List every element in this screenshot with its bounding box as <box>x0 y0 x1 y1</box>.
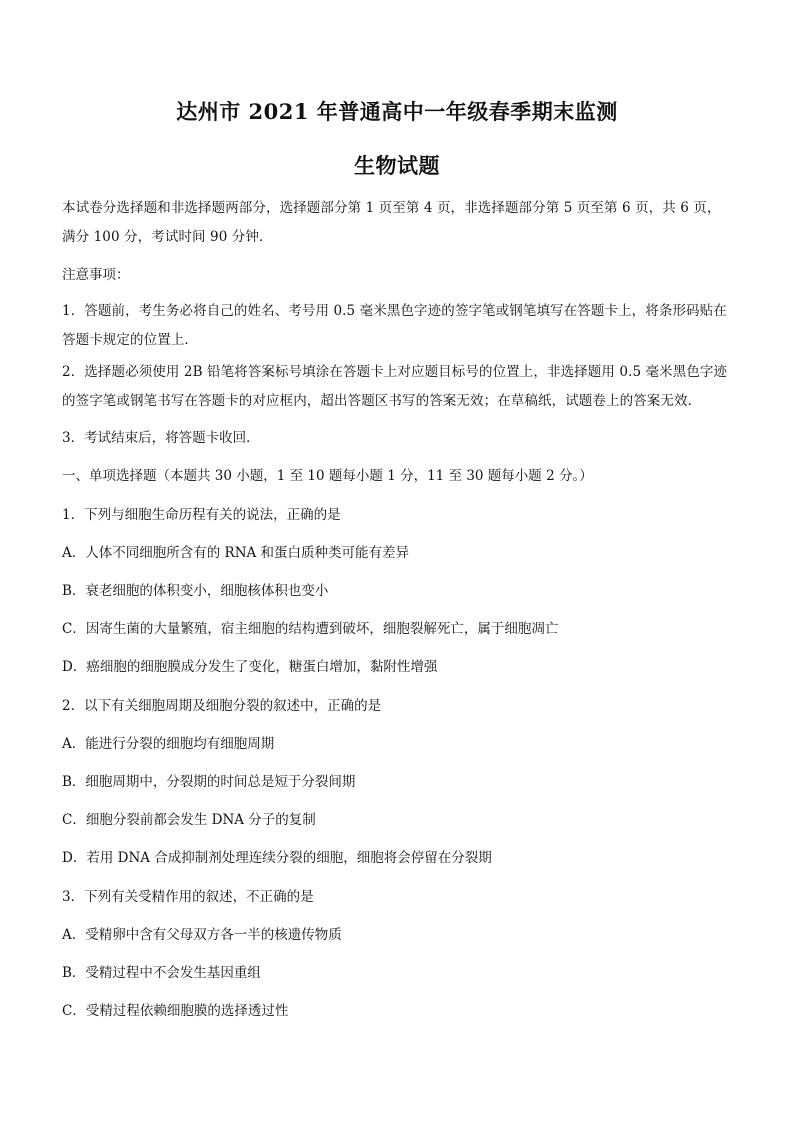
question-1-option-b: B．衰老细胞的体积变小，细胞核体积也变小 <box>62 583 329 599</box>
question-1-option-d: D．癌细胞的细胞膜成分发生了变化，糖蛋白增加，黏附性增强 <box>62 659 438 675</box>
question-2-option-a: A．能进行分裂的细胞均有细胞周期 <box>62 736 275 752</box>
question-3-stem: 3．下列有关受精作用的叙述，不正确的是 <box>62 889 314 905</box>
question-1-option-c: C．因寄生菌的大量繁殖，宿主细胞的结构遭到破坏，细胞裂解死亡，属于细胞凋亡 <box>62 621 559 637</box>
question-2-option-b: B．细胞周期中，分裂期的时间总是短于分裂间期 <box>62 774 356 790</box>
notes-heading: 注意事项： <box>62 267 130 283</box>
section-heading: 一、单项选择题（本题共 30 小题，1 至 10 题每小题 1 分，11 至 30 题每小题 2 分。） <box>62 468 593 484</box>
note-item-2: 2．选择题必须使用 2B 铅笔将答案标号填涂在答题卡上对应题目标号的位置上，非选择题用 0.5 毫米黑色字迹的签字笔或钢笔书写在答题卡的对应框内，超出答题区书写的答案无效；在草稿纸，试题卷上的答案无效． <box>62 364 728 409</box>
question-2-option-c: C．细胞分裂前都会发生 DNA 分子的复制 <box>62 812 316 828</box>
note-item-3: 3．考试结束后，将答题卡收回． <box>62 430 260 446</box>
exam-title: 达州市 2021 年普通高中一年级春季期末监测 <box>176 99 618 124</box>
question-1-stem: 1．下列与细胞生命历程有关的说法，正确的是 <box>62 507 341 523</box>
exam-subject: 生物试题 <box>354 153 440 178</box>
question-3-option-a: A．受精卵中含有父母双方各一半的核遗传物质 <box>62 927 342 943</box>
question-2-stem: 2．以下有关细胞周期及细胞分裂的叙述中，正确的是 <box>62 698 382 714</box>
question-3-option-c: C．受精过程依赖细胞膜的选择透过性 <box>62 1003 289 1019</box>
question-3-option-b: B．受精过程中不会发生基因重组 <box>62 965 261 981</box>
question-1-option-a: A．人体不同细胞所含有的 RNA 和蛋白质种类可能有差异 <box>62 545 410 561</box>
note-item-1: 1．答题前，考生务必将自己的姓名、考号用 0.5 毫米黑色字迹的签字笔或钢笔填写在答题卡上，将条形码贴在答题卡规定的位置上． <box>62 303 727 348</box>
intro-paragraph: 本试卷分选择题和非选择题两部分，选择题部分第 1 页至第 4 页，非选择题部分第 5 页至第 6 页，共 6 页，满分 100 分，考试时间 90 分钟． <box>62 200 721 245</box>
question-2-option-d: D．若用 DNA 合成抑制剂处理连续分裂的细胞，细胞将会停留在分裂期 <box>62 850 492 866</box>
